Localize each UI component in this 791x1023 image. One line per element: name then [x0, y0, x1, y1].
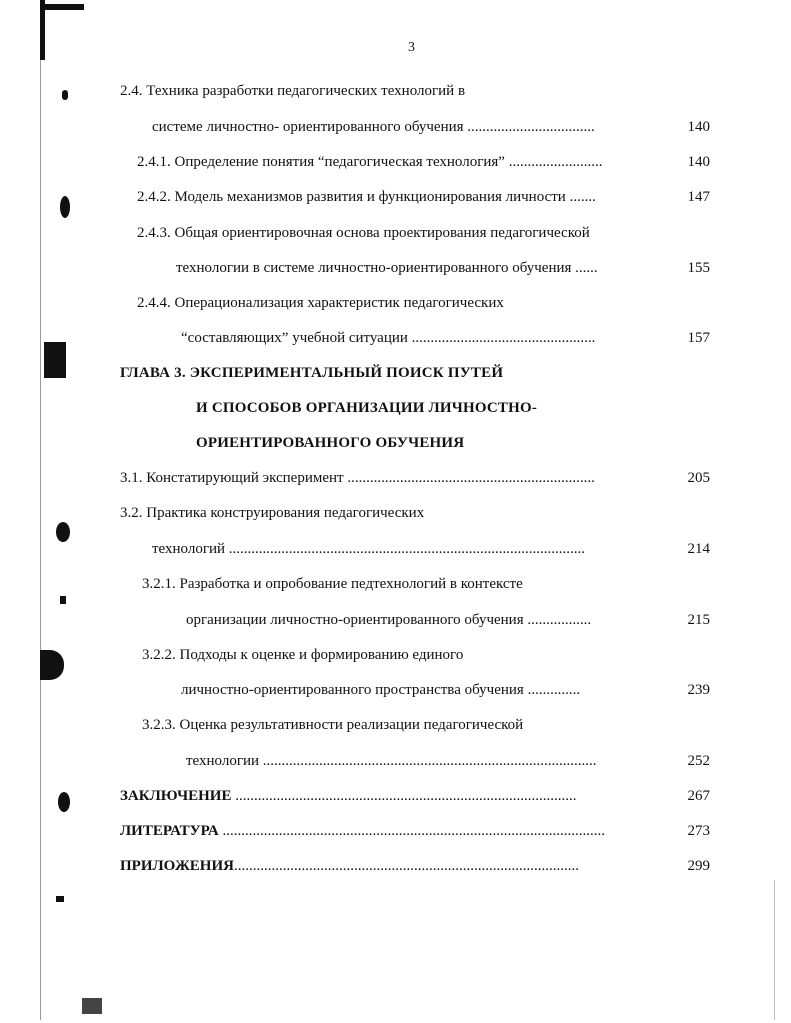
scan-artifact	[60, 196, 70, 218]
toc-page-number: 157	[687, 330, 710, 346]
toc-page-number: 252	[687, 753, 710, 769]
toc-entry: 2.4.4. Операционализация характеристик педагогических	[137, 295, 504, 311]
toc-entry: технологии .........................................................................................	[186, 753, 597, 769]
toc-entry: 3.2. Практика конструирования педагогических	[120, 505, 425, 521]
toc-page-number: 147	[687, 189, 710, 205]
toc-entry	[120, 822, 605, 840]
toc-page-number: 215	[687, 612, 710, 628]
scan-artifact	[44, 342, 66, 378]
toc-page-number: 239	[687, 682, 710, 698]
toc-page-number: 155	[687, 260, 710, 276]
scan-artifact	[774, 880, 775, 1020]
toc-entry: организации личностно-ориентированного обучения .................	[186, 612, 592, 628]
dot-leader: ...........................................................................................	[235, 788, 577, 804]
scan-artifact	[40, 60, 41, 1020]
page-number: 3	[408, 40, 415, 55]
section-title: ПРИЛОЖЕНИЯ	[120, 858, 234, 874]
toc-entry: 3.2.3. Оценка результативности реализации педагогической	[142, 717, 524, 733]
toc-entry: “составляющих” учебной ситуации .................................................	[181, 330, 596, 346]
toc-page-number: 267	[687, 788, 710, 804]
toc-entry: 2.4. Техника разработки педагогических технологий в	[120, 83, 466, 99]
scan-artifact	[56, 522, 70, 542]
chapter-heading: И СПОСОБОВ ОРГАНИЗАЦИИ ЛИЧНОСТНО-	[196, 400, 538, 416]
toc-entry: 2.4.2. Модель механизмов развития и функционирования личности .......	[137, 189, 596, 205]
chapter-heading: ГЛАВА 3. ЭКСПЕРИМЕНТАЛЬНЫЙ ПОИСК ПУТЕЙ	[120, 365, 504, 381]
toc-entry: системе личностно- ориентированного обучения ..................................	[152, 119, 595, 135]
toc-entry: 3.2.2. Подходы к оценке и формированию единого	[142, 647, 464, 663]
toc-entry	[120, 787, 576, 805]
dot-leader: ......................................................................................................	[222, 823, 605, 839]
toc-entry: 2.4.1. Определение понятия “педагогическая технология” .........................	[137, 154, 603, 170]
section-title: ЗАКЛЮЧЕНИЕ	[120, 788, 232, 804]
toc-entry: личностно-ориентированного пространства обучения ..............	[181, 682, 581, 698]
toc-entry: технологии в системе личностно-ориентированного обучения ......	[176, 260, 598, 276]
scan-artifact	[44, 4, 84, 10]
toc-page-number: 214	[687, 541, 710, 557]
dot-leader: ............................................................................................	[233, 858, 579, 874]
scan-artifact	[40, 650, 64, 680]
scan-artifact	[62, 90, 68, 100]
scan-artifact	[58, 792, 70, 812]
scan-artifact	[82, 998, 102, 1014]
toc-entry: 2.4.3. Общая ориентировочная основа проектирования педагогической	[137, 225, 590, 241]
chapter-heading: ОРИЕНТИРОВАННОГО ОБУЧЕНИЯ	[196, 435, 465, 451]
scan-artifact	[56, 896, 64, 902]
toc-page-number: 273	[687, 823, 710, 839]
toc-page-number: 140	[687, 154, 710, 170]
toc-entry: 3.1. Констатирующий эксперимент ..................................................................	[120, 470, 595, 486]
scan-artifact	[60, 596, 66, 604]
toc-page-number: 140	[687, 119, 710, 135]
toc-page-number: 205	[687, 470, 710, 486]
section-title: ЛИТЕРАТУРА	[120, 823, 219, 839]
toc-entry: 3.2.1. Разработка и опробование педтехнологий в контексте	[142, 576, 523, 592]
toc-page-number: 299	[687, 858, 710, 874]
toc-entry: технологий ...............................................................................................	[152, 541, 586, 557]
toc-entry	[120, 857, 579, 875]
